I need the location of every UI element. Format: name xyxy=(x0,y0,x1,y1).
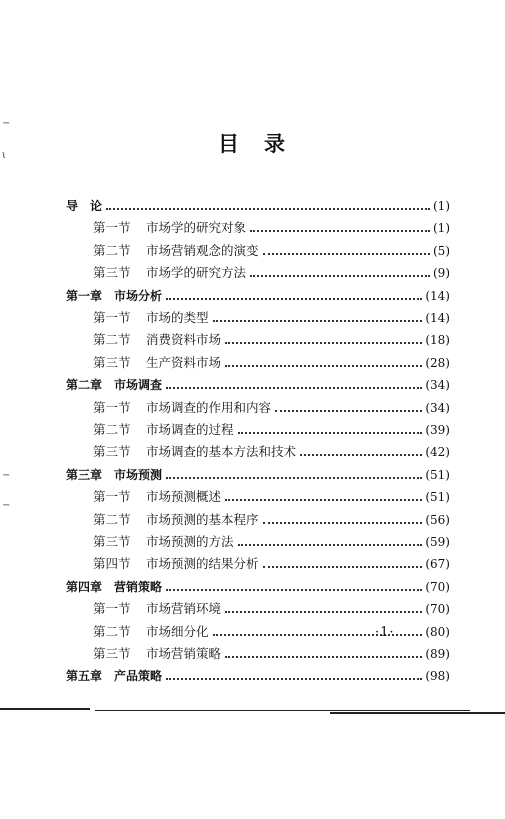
toc-chapter-row xyxy=(66,460,450,482)
entry-page-number: (56) xyxy=(425,512,450,527)
chapter-title: 导 论 xyxy=(66,199,103,213)
entry-label xyxy=(93,602,223,616)
dot-leader xyxy=(275,409,422,412)
entry-page-number: (80) xyxy=(425,624,450,639)
section-title: 市场预测的结果分析 xyxy=(146,556,259,572)
section-title: 市场预测的方法 xyxy=(146,534,234,549)
section-title: 生产资料市场 xyxy=(146,354,222,370)
entry-page-number: (70) xyxy=(425,579,450,594)
chapter-title: 第二章 市场调查 xyxy=(66,378,163,393)
section-title: 市场预测的基本程序 xyxy=(146,511,259,527)
entry-label xyxy=(93,244,261,258)
toc-section-row xyxy=(93,617,450,639)
dot-leader xyxy=(238,543,423,546)
entry-label xyxy=(93,401,273,415)
entry-label xyxy=(66,289,164,303)
toc-section-row xyxy=(93,549,450,571)
dot-leader xyxy=(225,655,422,658)
dot-leader xyxy=(263,252,430,255)
entry-label xyxy=(93,423,236,437)
section-title: 市场细分化 xyxy=(146,623,209,639)
scan-margin-mark: − xyxy=(2,118,11,129)
section-title: 市场营销观念的演变 xyxy=(146,242,259,258)
section-number: 第一节 xyxy=(93,310,131,325)
entry-page-number: (59) xyxy=(425,535,450,549)
section-number: 第一节 xyxy=(93,399,131,415)
page-number: ·1· xyxy=(375,625,395,640)
entry-page-number: (42) xyxy=(425,445,450,460)
toc-section-row xyxy=(93,258,450,280)
scan-margin-mark: − xyxy=(2,470,11,481)
entry-page-number: (14) xyxy=(425,311,450,325)
dot-leader xyxy=(225,364,422,367)
section-number: 第三节 xyxy=(93,265,131,281)
section-number: 第二节 xyxy=(93,242,131,258)
entry-page-number: (34) xyxy=(425,378,450,393)
section-title: 消费资料市场 xyxy=(146,332,222,348)
toc-chapter-row xyxy=(66,661,450,683)
scan-edge-line xyxy=(95,710,470,711)
toc-section-row xyxy=(93,594,450,616)
entry-page-number: (5) xyxy=(433,243,450,258)
section-title: 市场学的研究对象 xyxy=(146,220,247,236)
section-title: 市场调查的基本方法和技术 xyxy=(146,444,297,460)
section-title: 市场调查的作用和内容 xyxy=(146,399,272,415)
toc-section-row xyxy=(93,325,450,347)
entry-page-number: (9) xyxy=(433,266,450,281)
section-number: 第一节 xyxy=(93,489,131,505)
toc-section-row xyxy=(93,415,450,437)
section-number: 第一节 xyxy=(93,220,131,236)
chapter-title: 第一章 市场分析 xyxy=(66,288,163,303)
entry-page-number: (51) xyxy=(425,467,450,482)
entry-page-number: (14) xyxy=(425,288,450,303)
toc-section-row xyxy=(93,213,450,235)
entry-label xyxy=(93,356,223,370)
entry-page-number: (1) xyxy=(433,199,450,213)
section-title: 市场学的研究方法 xyxy=(146,265,247,281)
entry-page-number: (28) xyxy=(425,355,450,370)
section-title: 市场预测概述 xyxy=(146,489,222,505)
entry-label xyxy=(93,557,261,571)
entry-label xyxy=(93,311,211,325)
entry-label xyxy=(93,266,248,280)
scan-edge-line xyxy=(330,712,505,714)
dot-leader xyxy=(166,677,422,680)
section-title: 市场营销环境 xyxy=(146,601,222,617)
toc-section-row xyxy=(93,393,450,415)
toc-section-row xyxy=(93,482,450,504)
toc-chapter-row xyxy=(66,281,450,303)
section-title: 市场调查的过程 xyxy=(146,422,234,437)
section-number: 第三节 xyxy=(93,354,131,370)
toc-section-row xyxy=(93,348,450,370)
entry-label xyxy=(93,490,223,504)
entry-label xyxy=(66,468,164,482)
entry-label xyxy=(66,669,164,683)
entry-page-number: (70) xyxy=(425,602,450,617)
entry-label xyxy=(66,580,164,594)
dot-leader xyxy=(263,521,423,524)
section-number: 第三节 xyxy=(93,534,131,549)
toc-section-row xyxy=(93,527,450,549)
entry-label xyxy=(66,378,164,392)
entry-page-number: (18) xyxy=(425,333,450,348)
section-number: 第二节 xyxy=(93,332,131,348)
entry-label xyxy=(93,625,211,639)
entry-label xyxy=(93,535,236,549)
chapter-title: 第三章 市场预测 xyxy=(66,467,163,482)
section-number: 第二节 xyxy=(93,511,131,527)
dot-leader xyxy=(213,319,423,322)
dot-leader xyxy=(238,431,423,434)
section-title: 市场营销策略 xyxy=(146,646,222,661)
chapter-title: 第五章 产品策略 xyxy=(66,669,163,684)
entry-label xyxy=(66,199,104,213)
entry-page-number: (34) xyxy=(425,400,450,415)
toc-section-row xyxy=(93,505,450,527)
entry-page-number: (39) xyxy=(425,423,450,437)
dot-leader xyxy=(250,274,430,277)
toc-chapter-row xyxy=(66,572,450,594)
entry-label xyxy=(93,445,298,459)
scan-margin-mark: − xyxy=(2,500,11,511)
toc-section-row xyxy=(93,437,450,459)
toc-chapter-row xyxy=(66,370,450,392)
entry-label xyxy=(93,513,261,527)
toc-section-row xyxy=(93,639,450,661)
section-number: 第一节 xyxy=(93,601,131,617)
entry-page-number: (1) xyxy=(433,221,450,236)
dot-leader xyxy=(166,588,422,591)
dot-leader xyxy=(166,476,422,479)
dot-leader xyxy=(250,229,430,232)
dot-leader xyxy=(225,498,422,501)
entry-page-number: (89) xyxy=(425,647,450,661)
toc-section-row xyxy=(93,303,450,325)
scan-margin-mark: ι xyxy=(2,150,6,161)
dot-leader xyxy=(166,386,422,389)
entry-page-number: (67) xyxy=(425,557,450,572)
chapter-title: 第四章 营销策略 xyxy=(66,579,163,594)
entry-label xyxy=(93,221,248,235)
entry-page-number: (98) xyxy=(425,669,450,684)
dot-leader xyxy=(263,565,423,568)
dot-leader xyxy=(225,341,422,344)
section-title: 市场的类型 xyxy=(146,310,209,325)
section-number: 第三节 xyxy=(93,444,131,460)
dot-leader xyxy=(300,453,422,456)
scan-edge-line xyxy=(0,708,90,710)
dot-leader xyxy=(106,207,430,210)
section-number: 第三节 xyxy=(93,646,131,661)
page-title: 目 录 xyxy=(218,132,287,156)
entry-page-number: (51) xyxy=(425,490,450,505)
toc-chapter-row xyxy=(66,191,450,213)
toc-section-row xyxy=(93,236,450,258)
section-number: 第二节 xyxy=(93,623,131,639)
dot-leader xyxy=(225,610,422,613)
entry-label xyxy=(93,647,223,661)
dot-leader xyxy=(166,297,422,300)
section-number: 第二节 xyxy=(93,422,131,437)
section-number: 第四节 xyxy=(93,556,131,572)
entry-label xyxy=(93,333,223,347)
